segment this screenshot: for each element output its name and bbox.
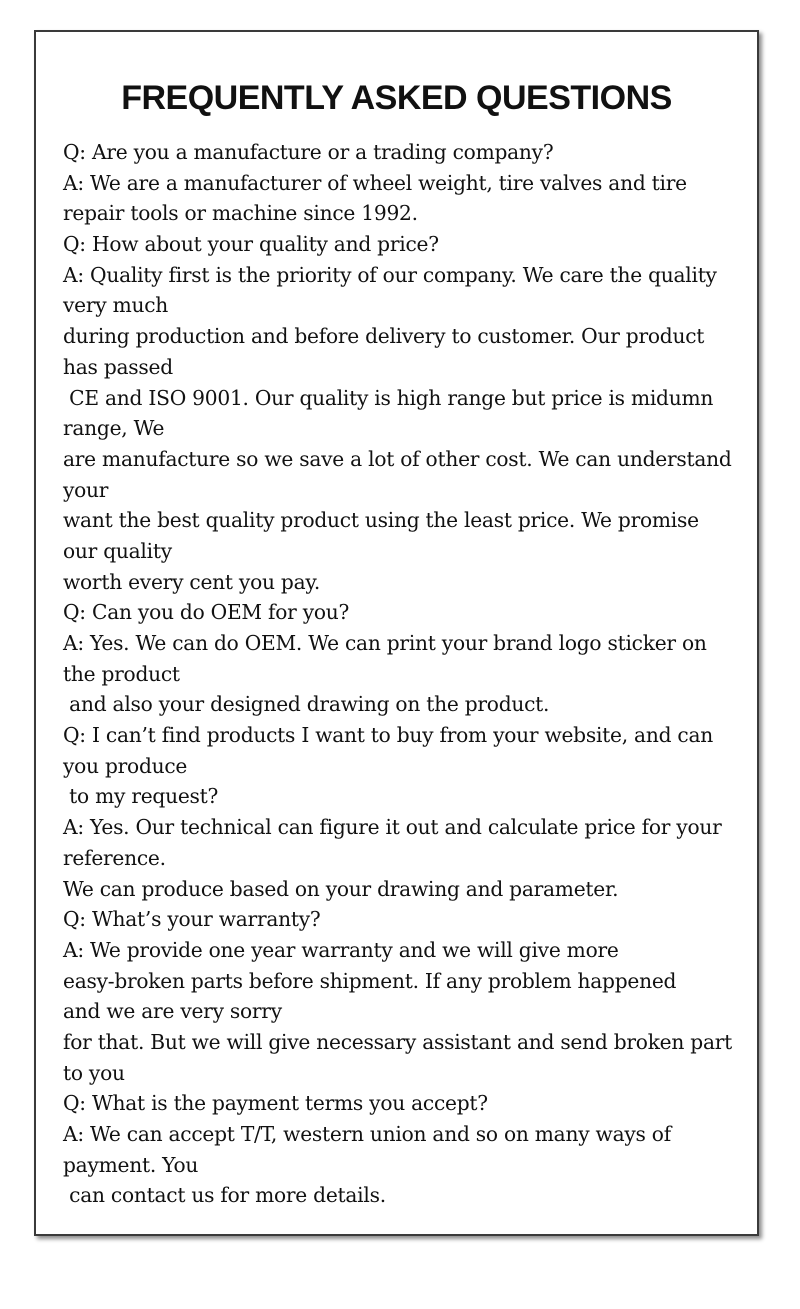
faq-text-line: easy-broken parts before shipment. If any problem happened (63, 968, 677, 993)
faq-question: Q: Are you a manufacture or a trading company? (63, 140, 554, 164)
page-title: FREQUENTLY ASKED QUESTIONS (121, 79, 672, 117)
faq-text-line: and we are very sorry (63, 999, 282, 1024)
faq-answer: A: Yes. Our technical can figure it out and calculate price for your (63, 815, 722, 840)
faq-question: Q: I can’t find products I want to buy from your website, and can (63, 723, 714, 748)
faq-answer: A: Yes. We can do OEM. We can print your brand logo sticker on (63, 631, 707, 655)
faq-text-line: repair tools or machine since 1992. (63, 201, 418, 226)
faq-answer: A: We are a manufacturer of wheel weight, tire valves and tire (63, 170, 687, 195)
faq-answer: A: We provide one year warranty and we will give more (63, 937, 619, 962)
faq-text-line: for that. But we will give necessary assistant and send broken part (63, 1029, 733, 1054)
faq-text-line: can contact us for more details. (63, 1183, 386, 1208)
faq-text-line: to you (63, 1060, 125, 1085)
faq-answer: A: Quality first is the priority of our company. We care the quality (63, 262, 717, 287)
faq-text-line: you produce (63, 753, 188, 778)
faq-text-line: want the best quality product using the least price. We promise (63, 508, 699, 533)
faq-text-line: has passed (63, 354, 173, 379)
faq-question: Q: What is the payment terms you accept? (63, 1091, 488, 1116)
faq-text-line: very much (63, 293, 169, 318)
faq-text-line: payment. You (63, 1152, 199, 1177)
faq-text-line: range, We (63, 416, 165, 441)
faq-text-line: We can produce based on your drawing and parameter. (63, 876, 619, 901)
faq-text-line: during production and before delivery to customer. Our product (63, 324, 705, 349)
faq-text-line: are manufacture so we save a lot of other cost. We can understand (63, 446, 732, 471)
faq-text-line: worth every cent you pay. (63, 569, 320, 594)
faq-question: Q: Can you do OEM for you? (63, 600, 350, 625)
faq-question: Q: How about your quality and price? (63, 232, 439, 257)
faq-text-line: to my request? (63, 784, 219, 809)
faq-text-line: our quality (63, 538, 172, 563)
faq-text-line: reference. (63, 845, 166, 870)
faq-text-line: CE and ISO 9001. Our quality is high range but price is midumn (63, 385, 714, 410)
faq-answer: A: We can accept T/T, western union and so on many ways of (63, 1122, 671, 1146)
faq-panel (34, 30, 759, 1236)
faq-text (63, 137, 753, 1211)
faq-text-line: and also your designed drawing on the product. (63, 692, 550, 717)
faq-text-line: the product (63, 661, 180, 686)
faq-text-line: your (63, 477, 109, 502)
faq-question: Q: What’s your warranty? (63, 907, 321, 932)
